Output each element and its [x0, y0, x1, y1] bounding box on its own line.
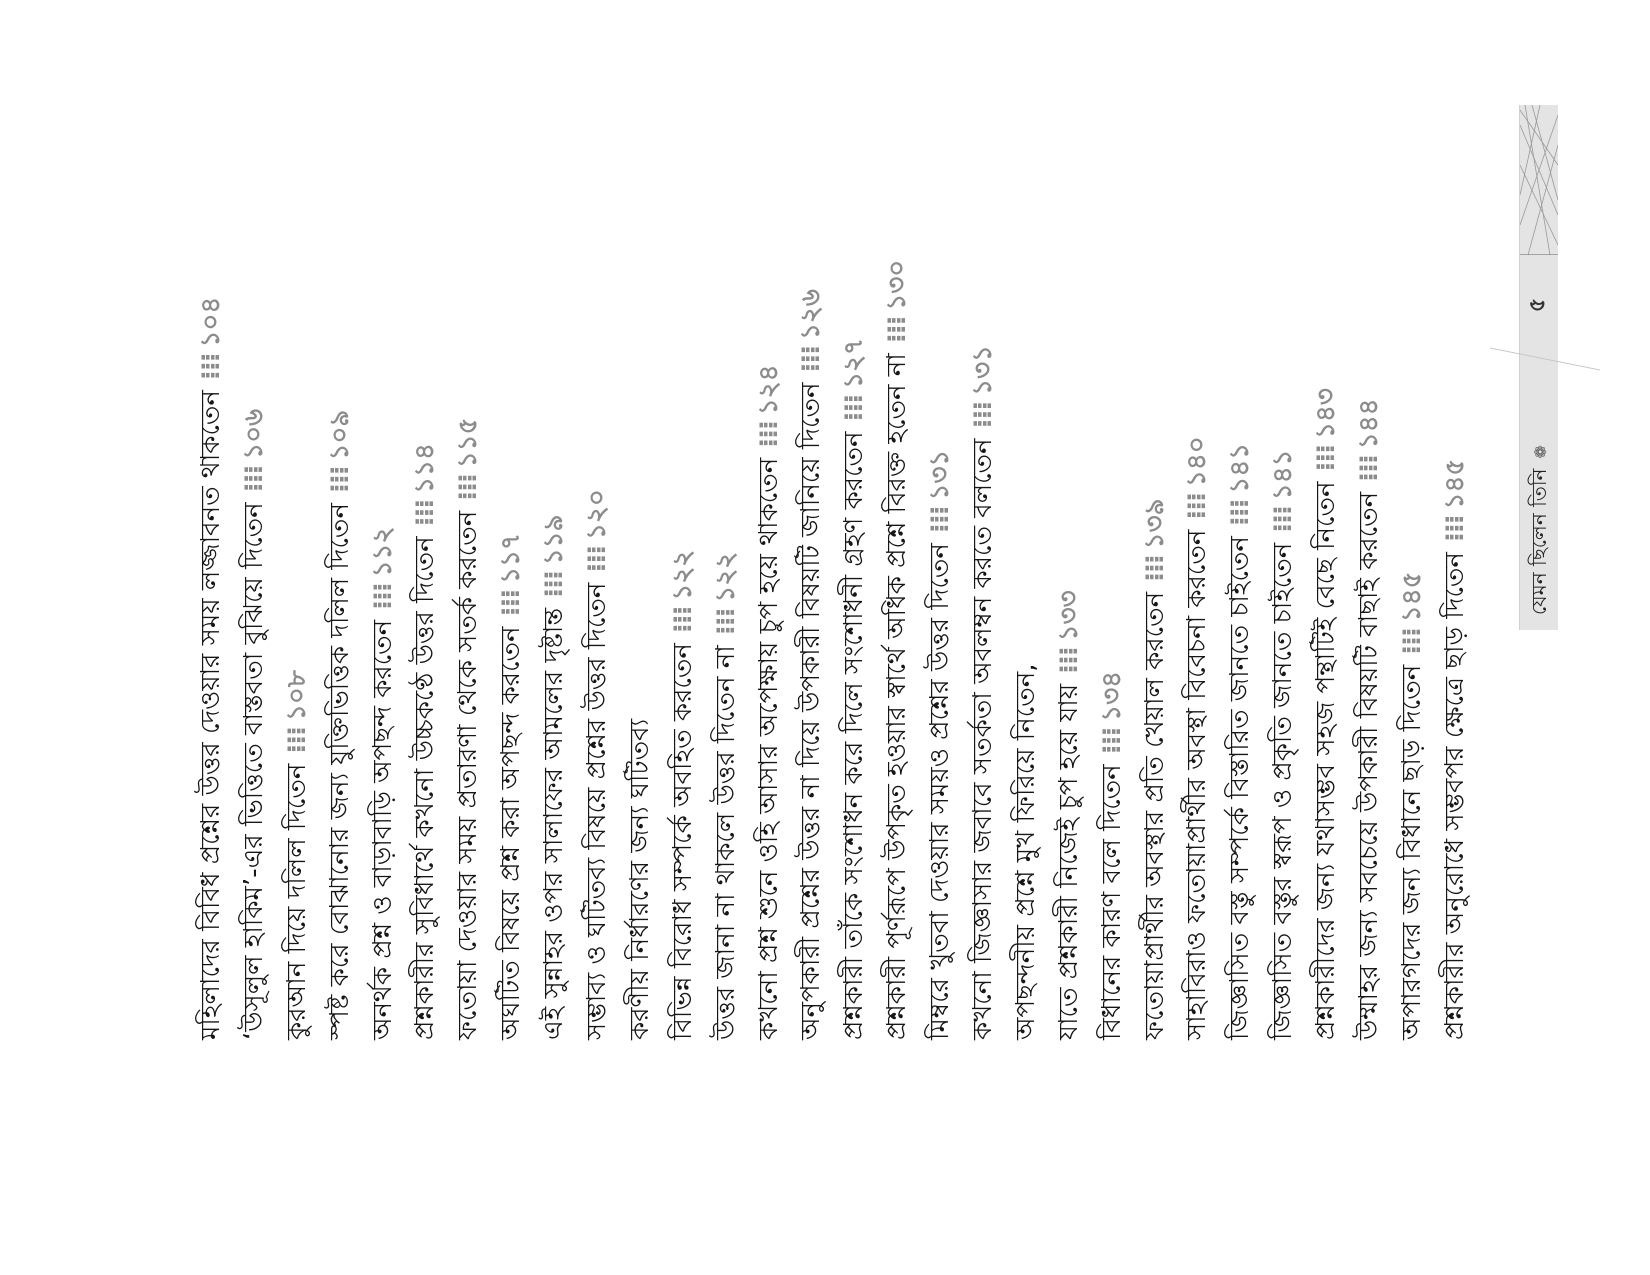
- toc-entry: [1176, 220, 1219, 1040]
- toc-entry-text: মিম্বরে খুতবা দেওয়ার সময়ও প্রশ্নের উত্তর দিতেন: [925, 543, 956, 1040]
- toc-entry-page-number: ১৩১: [925, 449, 956, 501]
- dotted-separator: ⁞⁞⁞: [582, 545, 613, 573]
- toc-entry: [833, 220, 876, 1040]
- dotted-separator: ⁞⁞⁞: [281, 726, 312, 754]
- dotted-separator: ⁞⁞⁞: [410, 499, 441, 527]
- toc-entry: [576, 220, 619, 1040]
- toc-entry-page-number: ১৪১: [1268, 449, 1299, 501]
- toc-entry-text: অপারগদের জন্য বিধানে ছাড় দিতেন: [1396, 664, 1427, 1040]
- dotted-separator: ⁞⁞⁞: [1096, 727, 1127, 755]
- dotted-separator: ⁞⁞⁞: [1268, 506, 1299, 533]
- toc-entry-text: বিভিন্ন বিরোধ সম্পর্কে অবহিত করতেন: [667, 643, 698, 1040]
- toc-entry-page-number: ১৪৩: [1311, 388, 1342, 439]
- toc-entry-page-number: ১১২: [367, 526, 398, 578]
- toc-entry: [490, 220, 533, 1040]
- toc-entry-text: কখনো প্রশ্ন শুনে ওহি আসার অপেক্ষায় চুপ হয়ে থাকতেন: [753, 457, 784, 1040]
- toc-entry-page-number: ১৪৪: [1354, 398, 1385, 450]
- toc-entry-page-number: ১২২: [667, 549, 698, 601]
- toc-entry: [1134, 220, 1177, 1040]
- toc-entry: [362, 220, 405, 1040]
- toc-entry-page-number: ১২২: [710, 551, 741, 603]
- toc-entry: [1348, 220, 1391, 1040]
- dotted-separator: ⁞⁞⁞: [1182, 493, 1213, 520]
- toc-entry-text: কখনো জিজ্ঞাসার জবাবে সতর্কতা অবলম্বন করতে বলতেন: [968, 438, 999, 1040]
- toc-entry: [876, 220, 919, 1040]
- toc-entry: [190, 220, 233, 1040]
- toc-entry-text: এই সুন্নাহর ওপর সালাফের আমলের দৃষ্টান্ত: [539, 607, 570, 1040]
- toc-entry-text: জিজ্ঞাসিত বস্তু সম্পর্কে বিস্তারিত জানতে চাইতেন: [1225, 536, 1256, 1040]
- toc-entry-text: মহিলাদের বিবিধ প্রশ্নের উত্তর দেওয়ার সময় লজ্জাবনত থাকতেন: [196, 390, 226, 1040]
- toc-entry-page-number: ১১৪: [410, 443, 441, 494]
- toc-entry: [1434, 220, 1477, 1040]
- dotted-separator: ⁞⁞⁞: [1311, 444, 1342, 472]
- toc-entry-page-number: ১৩৩: [1053, 590, 1084, 642]
- dotted-separator: ⁞⁞⁞: [496, 589, 527, 617]
- toc-entry-text: সাহাবিরাও ফতোয়াপ্রার্থীর অবস্থা বিবেচনা করতেন: [1182, 529, 1213, 1040]
- dotted-separator: ⁞⁞⁞: [1139, 555, 1170, 582]
- dotted-separator: ⁞⁞⁞: [324, 466, 355, 494]
- toc-entry: [619, 220, 662, 1040]
- dotted-separator: ⁞⁞⁞: [796, 345, 827, 373]
- toc-entry-page-number: ১২০: [582, 489, 613, 540]
- decorative-line-pattern: [1520, 105, 1558, 255]
- toc-entry-text: অনুপকারী প্রশ্নের উত্তর না দিয়ে উপকারী বিষয়টি জানিয়ে দিতেন: [796, 382, 827, 1040]
- toc-entry-page-number: ১২৬: [796, 289, 827, 340]
- toc-entry-text: ‘উসূলুল হাকিম’-এর ভিত্তিতে বাস্তবতা বুঝিয়ে দিতেন: [238, 502, 269, 1040]
- dotted-separator: ⁞⁞⁞: [539, 571, 570, 598]
- toc-entry-text: প্রশ্নকারী পূর্ণরূপে উপকৃত হওয়ার স্বার্থে অধিক প্রশ্নে বিরক্ত হতেন না: [882, 353, 913, 1040]
- dotted-separator: ⁞⁞⁞: [1396, 628, 1427, 655]
- toc-entry: [404, 220, 447, 1040]
- toc-entry-page-number: ১১৯: [539, 514, 570, 566]
- toc-entry: [790, 220, 833, 1040]
- dotted-separator: ⁞⁞⁞: [710, 608, 741, 636]
- toc-entry-text: জিজ্ঞাসিত বস্তুর স্বরূপ ও প্রকৃতি জানতে চাইতেন: [1268, 542, 1299, 1040]
- toc-entry: [962, 220, 1005, 1040]
- toc-entry: [662, 220, 705, 1040]
- toc-entry: [1391, 220, 1434, 1040]
- toc-entry-text: উত্তর জানা না থাকলে উত্তর দিতেন না: [710, 645, 741, 1040]
- toc-entry-page-number: ১২৪: [753, 364, 784, 416]
- dotted-separator: ⁞⁞⁞: [968, 401, 999, 429]
- toc-entry-page-number: ১৪৫: [1396, 571, 1427, 623]
- book-title: যেমন ছিলেন তিনি: [1527, 468, 1551, 615]
- toc-entry-page-number: ১৩১: [968, 345, 999, 396]
- toc-entry: [276, 220, 319, 1040]
- toc-entry-text: অপছন্দনীয় প্রশ্নে মুখ ফিরিয়ে নিতেন,: [1010, 663, 1041, 1040]
- toc-entry: [1048, 220, 1091, 1040]
- dotted-separator: ⁞⁞⁞: [667, 606, 698, 634]
- dotted-separator: ⁞⁞⁞: [196, 353, 226, 381]
- toc-entry-page-number: ১৪০: [1182, 436, 1213, 487]
- toc-entry-page-number: ১০৪: [196, 296, 226, 348]
- toc-entry-text: অনর্থক প্রশ্ন ও বাড়াবাড়ি অপছন্দ করতেন: [367, 619, 398, 1040]
- toc-entry-page-number: ১১৭: [496, 533, 527, 584]
- dotted-separator: ⁞⁞⁞: [453, 474, 484, 501]
- table-of-contents: [190, 220, 1477, 1040]
- toc-entry: [447, 220, 490, 1040]
- page-number: ৫: [1524, 297, 1550, 313]
- toc-entry-text: প্রশ্নকারীদের জন্য যথাসম্ভব সহজ পন্থাটিই বেছে নিতেন: [1311, 481, 1342, 1040]
- toc-entry: [533, 220, 576, 1040]
- toc-entry-page-number: ১৩৯: [1139, 498, 1170, 550]
- toc-entry-page-number: ১০৯: [324, 409, 355, 461]
- toc-entry-text: ফতোয়াপ্রার্থীর অবস্থার প্রতি খেয়াল করতেন: [1139, 591, 1170, 1040]
- dotted-separator: ⁞⁞⁞: [1225, 499, 1256, 527]
- toc-entry-text: প্রশ্নকারীর অনুরোধে সম্ভবপর ক্ষেত্রে ছাড় দিতেন: [1439, 552, 1470, 1040]
- dotted-separator: ⁞⁞⁞: [367, 583, 398, 610]
- toc-entry-text: স্পষ্ট করে বোঝানোর জন্য যুক্তিভিত্তিক দলিল দিতেন: [324, 503, 355, 1040]
- toc-entry-text: বিধানের কারণ বলে দিতেন: [1096, 764, 1127, 1040]
- toc-entry: [919, 220, 962, 1040]
- dotted-separator: ⁞⁞⁞: [925, 506, 956, 534]
- toc-entry: [319, 220, 362, 1040]
- toc-entry-page-number: ১৪১: [1225, 442, 1256, 494]
- dotted-separator: ⁞⁞⁞: [1439, 515, 1470, 543]
- toc-entry: [748, 220, 791, 1040]
- toc-entry-page-number: ১২৭: [839, 338, 870, 389]
- decorative-diagonal-rule: [1490, 340, 1600, 380]
- flower-emblem-icon: ❁: [1531, 445, 1550, 459]
- dotted-separator: ⁞⁞⁞: [238, 465, 269, 493]
- toc-entry-text: করণীয় নির্ধারণের জন্য ঘটিতব্য: [624, 718, 655, 1040]
- running-header-title: [1527, 445, 1553, 615]
- dotted-separator: ⁞⁞⁞: [839, 394, 870, 422]
- toc-entry: [1005, 220, 1048, 1040]
- toc-entry-text: উম্মাহর জন্য সবচেয়ে উপকারী বিষয়টি বাছাই করতেন: [1354, 491, 1385, 1040]
- toc-entry-text: অঘটিত বিষয়ে প্রশ্ন করা অপছন্দ করতেন: [496, 626, 527, 1040]
- toc-entry-text: প্রশ্নকারী তাঁকে সংশোধন করে দিলে সংশোধনী গ্রহণ করতেন: [839, 431, 870, 1040]
- toc-entry-page-number: ১৩৪: [1096, 671, 1127, 722]
- toc-entry-text: সম্ভাব্য ও ঘটিতব্য বিষয়ে প্রশ্নের উত্তর দিতেন: [582, 582, 613, 1040]
- dotted-separator: ⁞⁞⁞: [882, 316, 913, 344]
- toc-entry-page-number: ১১৫: [453, 417, 484, 469]
- toc-entry: [1305, 220, 1348, 1040]
- toc-entry: [1219, 220, 1262, 1040]
- toc-entry: [1091, 220, 1134, 1040]
- toc-entry: [1262, 220, 1305, 1040]
- toc-entry-text: প্রশ্নকারীর সুবিধার্থে কখনো উচ্চকণ্ঠে উত্তর দিতেন: [410, 536, 441, 1040]
- toc-entry-text: যাতে প্রশ্নকারী নিজেই চুপ হয়ে যায়: [1053, 683, 1084, 1040]
- toc-entry: [705, 220, 748, 1040]
- toc-entry-page-number: ১৪৫: [1439, 458, 1470, 510]
- toc-entry-text: কুরআন দিয়ে দলিল দিতেন: [281, 763, 312, 1040]
- dotted-separator: ⁞⁞⁞: [1053, 647, 1084, 674]
- dotted-separator: ⁞⁞⁞: [1354, 455, 1385, 482]
- toc-entry: [233, 220, 276, 1040]
- toc-entry-page-number: ১০৮: [281, 670, 312, 721]
- toc-entry-text: ফতোয়া দেওয়ার সময় প্রতারণা থেকে সতর্ক করতেন: [453, 510, 484, 1040]
- dotted-separator: ⁞⁞⁞: [753, 421, 784, 448]
- toc-entry-page-number: ১০৬: [238, 408, 269, 460]
- toc-entry-page-number: ১৩০: [882, 259, 913, 311]
